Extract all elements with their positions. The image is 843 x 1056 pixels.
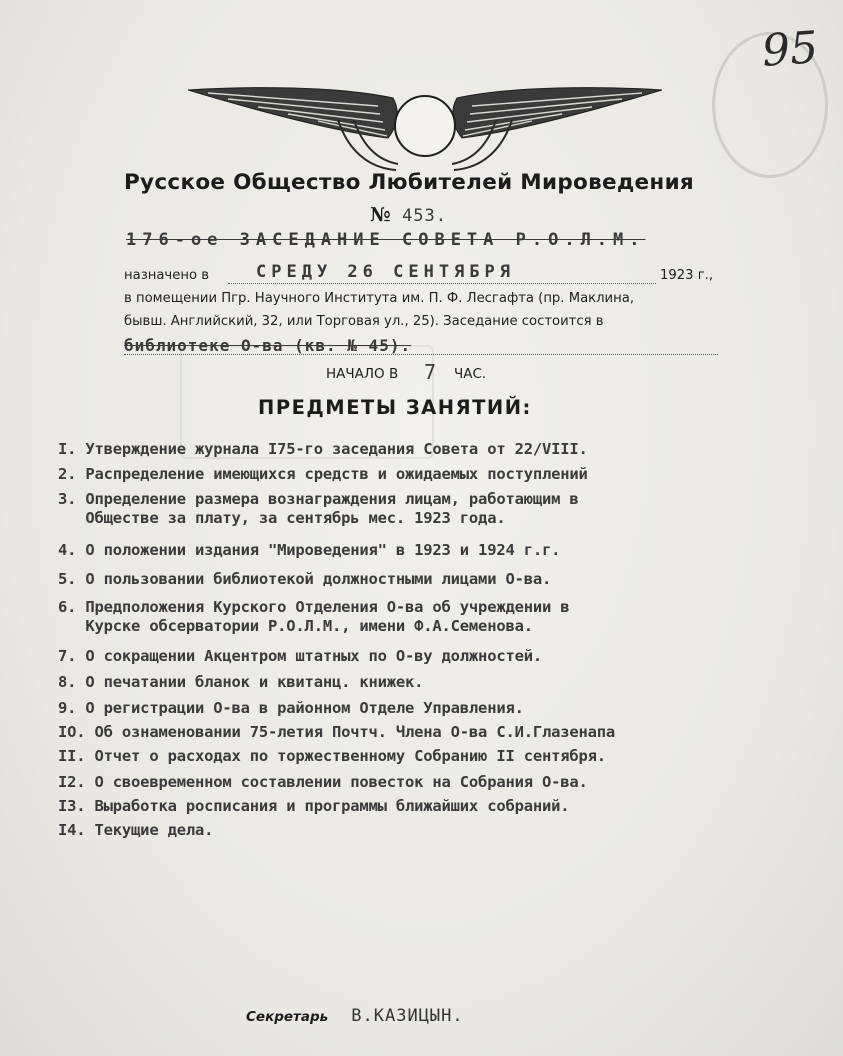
agenda-item: IO. Об ознаменовании 75-летия Почтч. Члена О-ва С.И.Глазенапа (58, 723, 616, 741)
start-hour: 7 (424, 360, 437, 384)
society-name: Русское Общество Любителей Мироведения (124, 170, 695, 195)
location-fill-line (124, 354, 718, 355)
scheduled-prefix: назначено в (124, 268, 209, 283)
agenda-item: 3. Определение размера вознаграждения лицам, работающим в (58, 490, 579, 508)
number-sign: № (370, 204, 391, 226)
secretary-signature (246, 1006, 464, 1026)
meeting-number: 453. (402, 206, 448, 226)
secretary-label: Секретарь (246, 1009, 329, 1025)
secretary-name: В.КАЗИЦЫН. (351, 1006, 464, 1026)
agenda-item: I4. Текущие дела. (58, 821, 214, 839)
meeting-location: библиотеке О-ва (кв. № 45). (124, 336, 412, 355)
agenda-item-continuation: Обществе за плату, за сентябрь мес. 1923 года. (58, 509, 506, 527)
venue-line: в помещении Пгр. Научного Института им. П. Ф. Лесгафта (пр. Маклина, (124, 291, 635, 306)
agenda-heading: ПРЕДМЕТЫ ЗАНЯТИЙ: (258, 396, 532, 419)
agenda-item: I. Утверждение журнала I75-го заседания Совета от 22/VIII. (58, 440, 588, 458)
start-label: НАЧАЛО В (326, 366, 399, 382)
page-number: 95 (760, 22, 820, 77)
agenda-item: I3. Выработка росписания и программы ближайших собраний. (58, 797, 570, 815)
agenda-item: 9. О регистрации О-ва в районном Отделе Управления. (58, 699, 524, 717)
session-title: 176-ое ЗАСЕДАНИЕ СОВЕТА Р.О.Л.М. (126, 230, 646, 250)
agenda-item-continuation: Курске обсерватории Р.О.Л.М., имени Ф.А.Семенова. (58, 617, 533, 635)
agenda-item: II. Отчет о расходах по торжественному Собранию II сентября. (58, 747, 606, 765)
agenda-list (58, 440, 828, 840)
date-fill-line (228, 283, 656, 284)
winged-globe-emblem (188, 80, 662, 172)
start-unit: ЧАС. (454, 366, 487, 382)
venue-line-2: бывш. Английский, 32, или Торговая ул., 25). Заседание состоится в (124, 314, 604, 329)
agenda-item: 6. Предположения Курского Отделения О-ва об учреждении в (58, 598, 570, 616)
agenda-item: 4. О положении издания "Мироведения" в 1923 и 1924 г.г. (58, 541, 561, 559)
agenda-item: 7. О сокращении Акцентром штатных по О-ву должностей. (58, 647, 542, 665)
agenda-item: 5. О пользовании библиотекой должностными лицами О-ва. (58, 570, 552, 588)
agenda-item: I2. О своевременном составлении повесток на Собрания О-ва. (58, 773, 588, 791)
agenda-item: 2. Распределение имеющихся средств и ожидаемых поступлений (58, 465, 588, 483)
meeting-day: СРЕДУ 26 СЕНТЯБРЯ (256, 262, 515, 282)
meeting-number-line (370, 204, 447, 226)
agenda-item: 8. О печатании бланок и квитанц. книжек. (58, 673, 424, 691)
meeting-year: 1923 г., (660, 268, 714, 283)
